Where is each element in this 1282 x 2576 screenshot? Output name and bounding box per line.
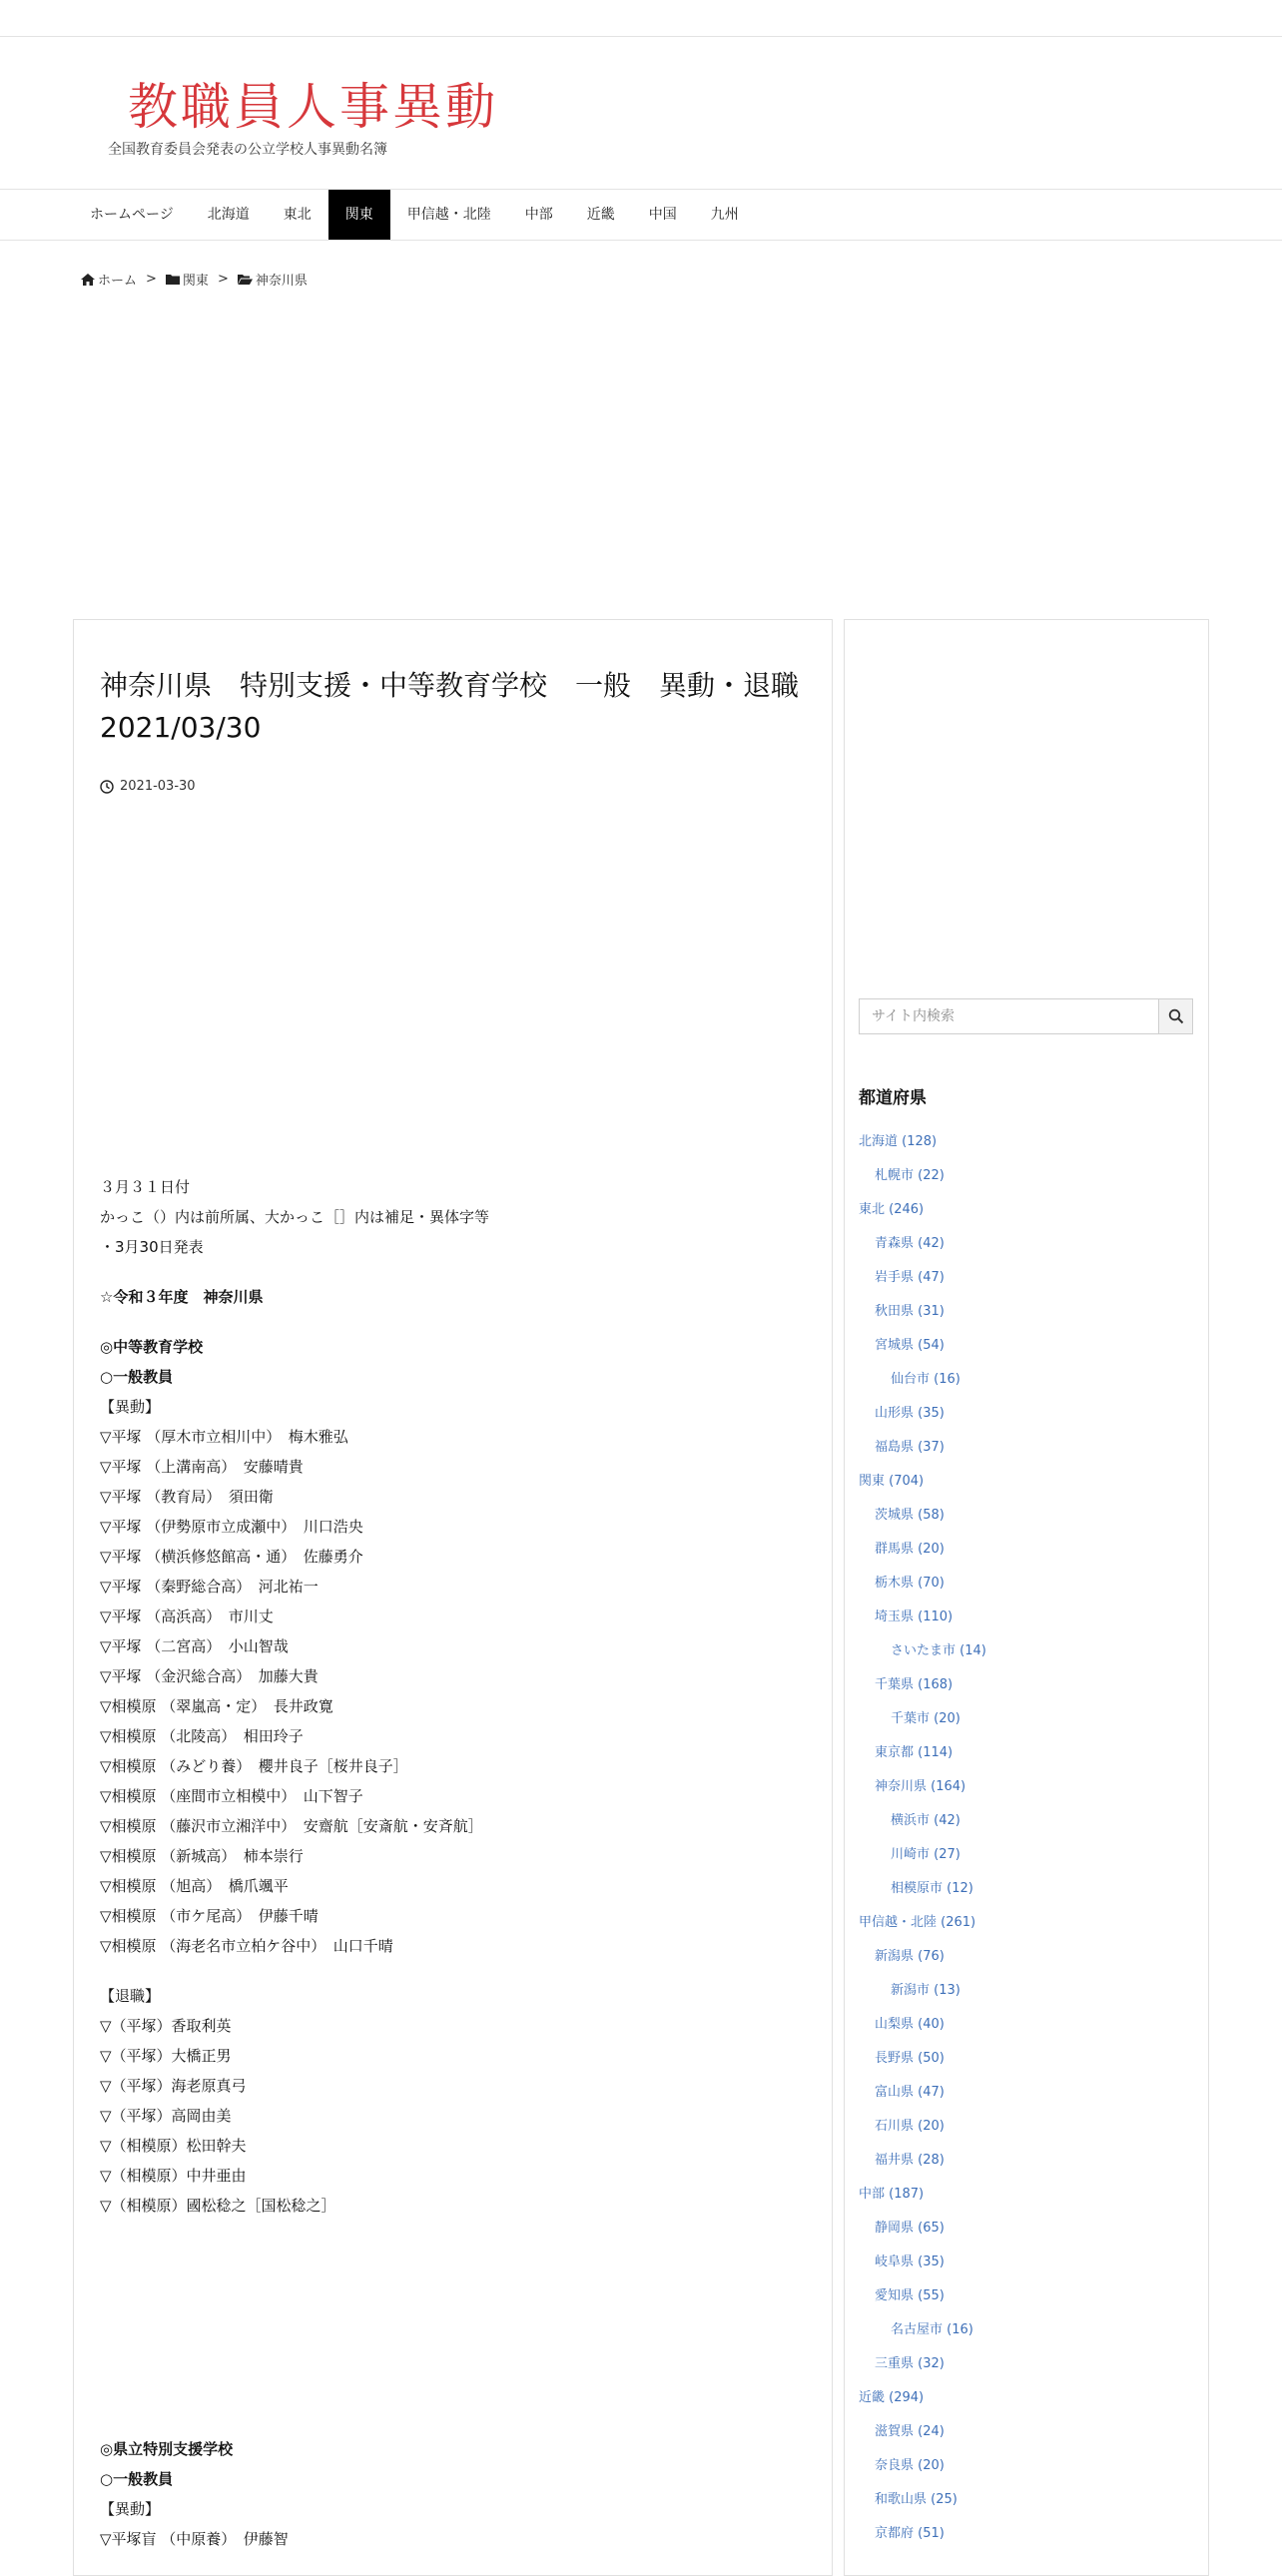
category-link[interactable]: 茨城県 (58) (875, 1508, 945, 1523)
retire-entry: ▽（相模原）中井亜由 (100, 2167, 247, 2185)
breadcrumb (81, 270, 308, 289)
category-link[interactable]: 札幌市 (22) (875, 1168, 945, 1183)
category-link[interactable]: 三重県 (32) (875, 2356, 945, 2371)
transfer-entry: ▽相模原 （座間市立相模中） 山下智子 (100, 1787, 363, 1805)
transfer-entry: ▽相模原 （市ケ尾高） 伊藤千晴 (100, 1907, 319, 1925)
category-link[interactable]: 新潟県 (76) (875, 1949, 945, 1964)
breadcrumb-home[interactable] (81, 270, 137, 289)
category-link[interactable]: 千葉県 (168) (875, 1677, 954, 1692)
category-link[interactable]: 福井県 (28) (875, 2153, 945, 2168)
transfer-entry: ▽相模原 （新城高） 柿本崇行 (100, 1847, 304, 1865)
transfer-list (100, 2524, 799, 2554)
category-link[interactable]: 甲信越・北陸 (261) (859, 1915, 976, 1930)
search-icon (1168, 1008, 1184, 1024)
transfer-entry: ▽平塚 （上溝南高） 安藤晴貴 (100, 1458, 304, 1476)
transfer-entry: ▽相模原 （旭高） 橋爪颯平 (100, 1877, 289, 1895)
transfer-entry: ▽相模原 （翠嵐高・定） 長井政寛 (100, 1697, 333, 1715)
post-date (100, 779, 196, 794)
transfer-label: 【異動】 (100, 1398, 161, 1416)
category-link[interactable]: 山梨県 (40) (875, 2017, 945, 2032)
sidebar (844, 619, 1209, 2576)
category-link[interactable]: 京都府 (51) (875, 2526, 945, 2541)
transfer-entry: ▽相模原 （みどり養） 櫻井良子［桜井良子］ (100, 1757, 408, 1775)
category-link[interactable]: 秋田県 (31) (875, 1304, 945, 1319)
section-heading: ◎中等教育学校 (100, 1338, 204, 1356)
category-link[interactable]: 東北 (246) (859, 1202, 925, 1217)
nav-item[interactable]: 九州 (710, 207, 739, 223)
category-link[interactable]: 埼玉県 (110) (875, 1610, 954, 1624)
transfer-entry: ▽相模原 （藤沢市立湘洋中） 安齋航［安斎航・安斉航］ (100, 1817, 483, 1835)
category-link[interactable]: 群馬県 (20) (875, 1542, 945, 1557)
category-link[interactable]: 静岡県 (65) (875, 2221, 945, 2236)
folder-icon (166, 274, 180, 286)
category-link[interactable]: 神奈川県 (164) (875, 1779, 966, 1794)
site-tagline: 全国教育委員会発表の公立学校人事異動名簿 (108, 142, 387, 158)
site-header (0, 37, 1282, 189)
category-link[interactable]: 相模原市 (12) (891, 1881, 973, 1896)
transfer-label: 【異動】 (100, 2500, 161, 2518)
category-link[interactable]: 仙台市 (16) (891, 1372, 961, 1387)
retire-entry: ▽（平塚）海老原真弓 (100, 2077, 247, 2095)
search-input[interactable] (860, 999, 1158, 1033)
category-link[interactable]: さいたま市 (14) (891, 1643, 986, 1658)
nav-item[interactable]: 甲信越・北陸 (406, 207, 491, 223)
category-link[interactable]: 栃木県 (70) (875, 1576, 945, 1591)
transfer-entry: ▽相模原 （海老名市立柏ケ谷中） 山口千晴 (100, 1937, 393, 1955)
breadcrumb-separator: > (146, 272, 157, 287)
transfer-entry: ▽相模原 （北陵高） 相田玲子 (100, 1727, 304, 1745)
category-link[interactable]: 和歌山県 (25) (875, 2492, 958, 2507)
transfer-entry: ▽平塚 （伊勢原市立成瀬中） 川口浩央 (100, 1518, 363, 1536)
year-heading: ☆令和３年度 神奈川県 (100, 1288, 264, 1306)
transfer-entry: ▽平塚盲 （中原養） 伊藤智 (100, 2530, 289, 2548)
category-link[interactable]: 東京都 (114) (875, 1745, 954, 1760)
search-box (859, 998, 1193, 1034)
category-link[interactable]: 横浜市 (42) (891, 1813, 961, 1828)
post-date-value: 2021-03-30 (120, 779, 196, 794)
category-link[interactable]: 宮城県 (54) (875, 1338, 945, 1353)
category-link[interactable]: 岩手県 (47) (875, 1270, 945, 1285)
categories-title: 都道府県 (859, 1088, 927, 1108)
folder-open-icon (238, 274, 253, 286)
nav-item[interactable]: 中国 (648, 207, 677, 223)
category-link[interactable]: 青森県 (42) (875, 1236, 945, 1251)
top-bar (0, 0, 1282, 37)
retire-entry: ▽（平塚）大橋正男 (100, 2047, 232, 2065)
main-content (73, 619, 833, 2576)
transfer-entry: ▽平塚 （厚木市立相川中） 梅木雅弘 (100, 1428, 348, 1446)
category-link[interactable]: 山形県 (35) (875, 1406, 945, 1421)
category-link[interactable]: 千葉市 (20) (891, 1711, 961, 1726)
category-link[interactable]: 関東 (704) (859, 1474, 925, 1489)
category-link[interactable]: 近畿 (294) (859, 2390, 925, 2405)
post-body (100, 1172, 799, 2221)
retire-list (100, 2011, 799, 2221)
category-list (859, 1125, 1198, 2551)
category-link[interactable]: 滋賀県 (24) (875, 2424, 945, 2439)
transfer-entry: ▽平塚 （二宮高） 小山智哉 (100, 1637, 289, 1655)
nav-item[interactable]: 中部 (524, 207, 553, 223)
post-body-section2 (100, 2434, 799, 2554)
intro-line: ・3月30日発表 (100, 1238, 204, 1256)
transfer-entry: ▽平塚 （教育局） 須田衛 (100, 1488, 274, 1506)
nav-item[interactable]: ホームページ (90, 207, 174, 223)
category-link[interactable]: 長野県 (50) (875, 2051, 945, 2066)
retire-entry: ▽（平塚）高岡由美 (100, 2107, 232, 2125)
transfer-entry: ▽平塚 （秦野総合高） 河北祐一 (100, 1578, 319, 1596)
breadcrumb-category-label: 関東 (182, 274, 209, 289)
nav-item[interactable]: 東北 (283, 207, 312, 223)
breadcrumb-home-label: ホーム (98, 274, 138, 289)
transfer-entry: ▽平塚 （高浜高） 市川丈 (100, 1608, 274, 1625)
post-title: 神奈川県 特別支援・中等教育学校 一般 異動・退職 2021/03/30 (100, 669, 828, 744)
breadcrumb-current (238, 270, 308, 289)
clock-icon (100, 780, 114, 794)
nav-item[interactable]: 近畿 (586, 207, 615, 223)
category-link[interactable]: 奈良県 (20) (875, 2458, 945, 2473)
section-subheading: ○一般教員 (100, 2470, 174, 2488)
global-nav-list (73, 190, 756, 240)
nav-item[interactable]: 関東 (328, 190, 390, 240)
breadcrumb-separator: > (217, 272, 229, 287)
breadcrumb-category[interactable] (166, 270, 209, 289)
category-link[interactable]: 川崎市 (27) (891, 1847, 961, 1862)
retire-entry: ▽（相模原）國松稔之［国松稔之］ (100, 2197, 336, 2215)
section-heading: ◎県立特別支援学校 (100, 2440, 234, 2458)
retire-label: 【退職】 (100, 1987, 161, 2005)
intro-line: ３月３１日付 (100, 1178, 191, 1196)
breadcrumb-current-label: 神奈川県 (255, 274, 308, 289)
retire-entry: ▽（相模原）松田幹夫 (100, 2137, 247, 2155)
nav-item[interactable]: 北海道 (207, 207, 250, 223)
transfer-list (100, 1422, 799, 1961)
category-link[interactable]: 岐阜県 (35) (875, 2254, 945, 2269)
site-logo[interactable]: 教職員人事異動 (128, 78, 498, 136)
category-link[interactable]: 北海道 (128) (859, 1134, 938, 1149)
category-link[interactable]: 中部 (187) (859, 2187, 925, 2202)
intro-line: かっこ（）内は前所属、大かっこ［］内は補足・異体字等 (100, 1208, 490, 1226)
retire-entry: ▽（平塚）香取利英 (100, 2017, 232, 2035)
category-link[interactable]: 名古屋市 (16) (891, 2322, 973, 2337)
section-subheading: ○一般教員 (100, 1368, 174, 1386)
category-link[interactable]: 石川県 (20) (875, 2119, 945, 2134)
category-link[interactable]: 富山県 (47) (875, 2085, 945, 2100)
category-link[interactable]: 新潟市 (13) (891, 1983, 961, 1998)
home-icon (81, 274, 95, 286)
category-link[interactable]: 愛知県 (55) (875, 2288, 945, 2303)
global-nav (0, 189, 1282, 241)
transfer-entry: ▽平塚 （横浜修悠館高・通） 佐藤勇介 (100, 1548, 363, 1566)
category-link[interactable]: 福島県 (37) (875, 1440, 945, 1455)
transfer-entry: ▽平塚 （金沢総合高） 加藤大貴 (100, 1667, 319, 1685)
search-button[interactable] (1158, 999, 1192, 1033)
